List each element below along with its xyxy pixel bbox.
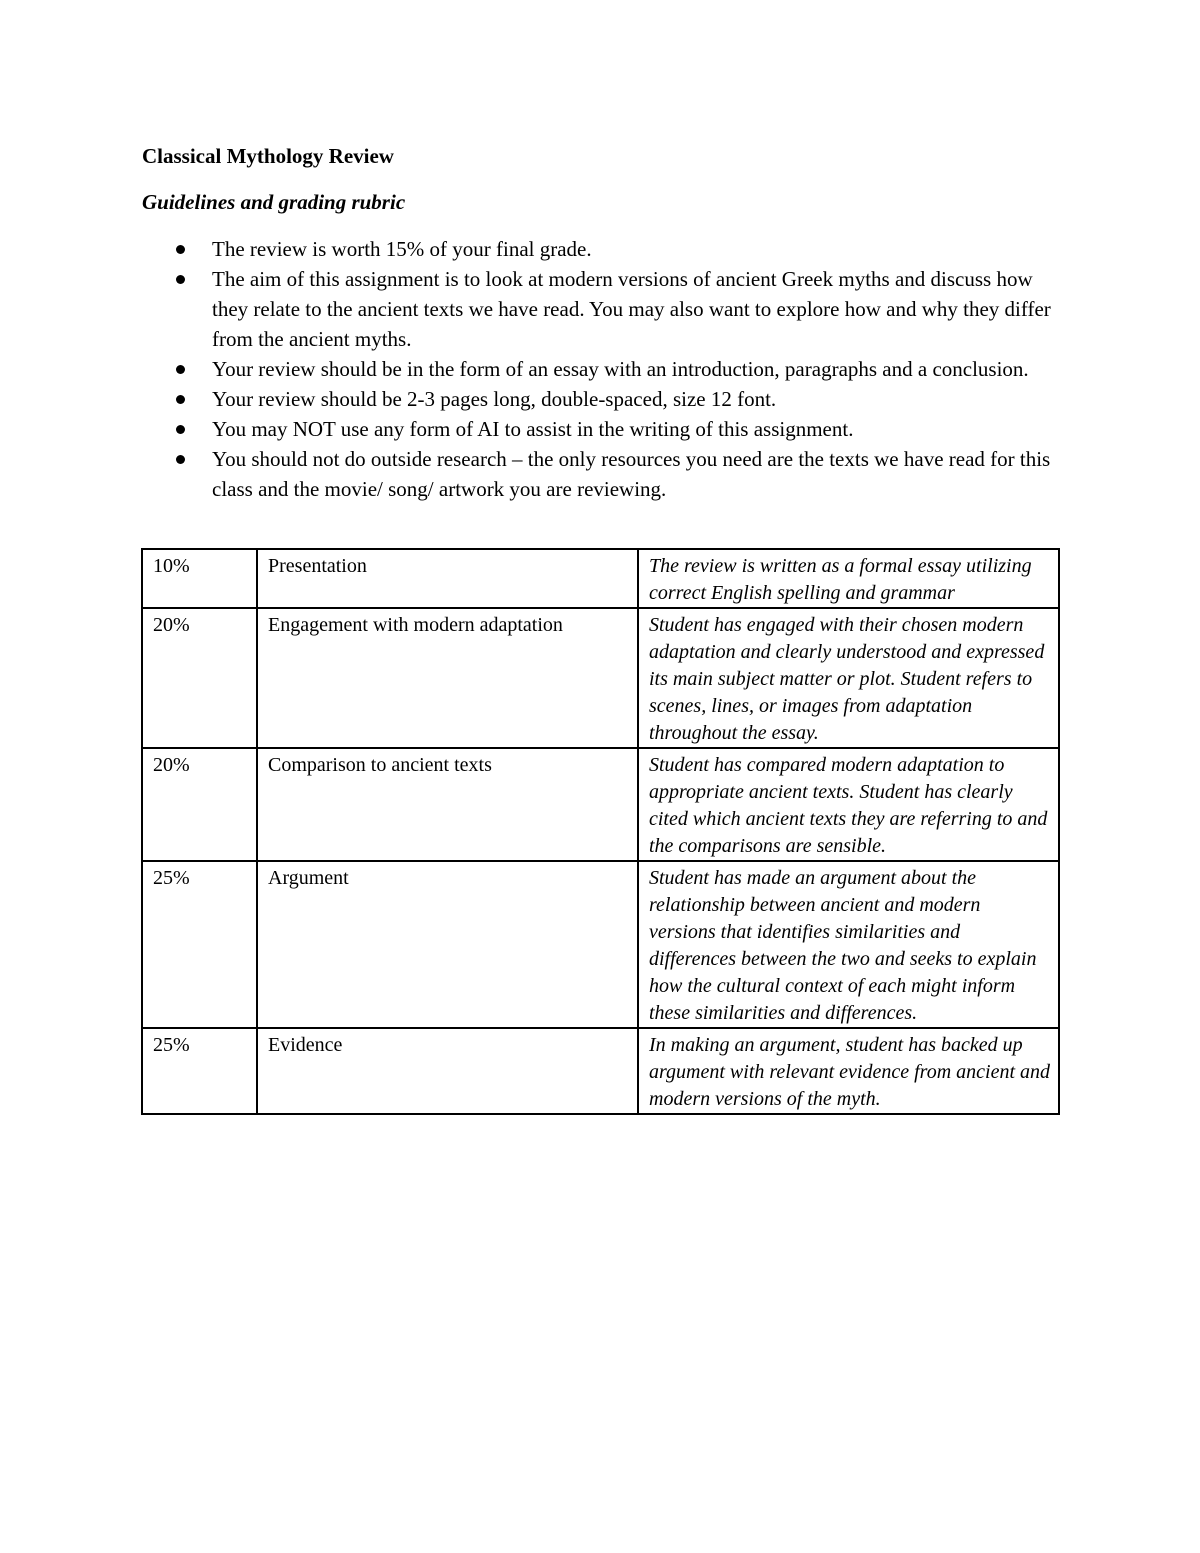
- bullet-icon: [176, 395, 185, 404]
- guideline-text: You may NOT use any form of AI to assist in the writing of this assignment.: [212, 417, 854, 441]
- rubric-criterion: Comparison to ancient texts: [257, 748, 638, 861]
- rubric-description: Student has engaged with their chosen modern adaptation and clearly understood and expressed its main subject matter or plot. Student refers to scenes, lines, or images from adaptation throughout the essay.: [638, 608, 1059, 748]
- guideline-item: [142, 234, 1062, 264]
- guideline-text: Your review should be in the form of an essay with an introduction, paragraphs and a conclusion.: [212, 357, 1029, 381]
- bullet-icon: [176, 245, 185, 254]
- document-subtitle: Guidelines and grading rubric: [142, 190, 406, 214]
- guideline-text: You should not do outside research – the only resources you need are the texts we have read for this class and the movie/ song/ artwork you are reviewing.: [212, 447, 1051, 501]
- rubric-criterion: Engagement with modern adaptation: [257, 608, 638, 748]
- rubric-description: The review is written as a formal essay utilizing correct English spelling and grammar: [638, 549, 1059, 608]
- rubric-description: Student has made an argument about the relationship between ancient and modern versions that identifies similarities and differences between the two and seeks to explain how the cultural context of each might inform these similarities and differences.: [638, 861, 1059, 1028]
- rubric-criterion: Argument: [257, 861, 638, 1028]
- guideline-item: [142, 264, 1062, 354]
- table-row: [142, 861, 1059, 1028]
- rubric-criterion: Presentation: [257, 549, 638, 608]
- guideline-item: [142, 444, 1062, 504]
- guideline-item: [142, 384, 1062, 414]
- guideline-text: The review is worth 15% of your final grade.: [212, 237, 592, 261]
- bullet-icon: [176, 425, 185, 434]
- rubric-criterion: Evidence: [257, 1028, 638, 1114]
- rubric-weight: 25%: [142, 1028, 257, 1114]
- guidelines-list: [142, 234, 1062, 504]
- rubric-description: In making an argument, student has backed up argument with relevant evidence from ancient and modern versions of the myth.: [638, 1028, 1059, 1114]
- rubric-weight: 25%: [142, 861, 257, 1028]
- table-row: [142, 748, 1059, 861]
- guideline-item: [142, 354, 1062, 384]
- table-row: [142, 1028, 1059, 1114]
- rubric-weight: 10%: [142, 549, 257, 608]
- rubric-weight: 20%: [142, 748, 257, 861]
- bullet-icon: [176, 275, 185, 284]
- guideline-text: The aim of this assignment is to look at modern versions of ancient Greek myths and discuss how they relate to the ancient texts we have read. You may also want to explore how and why they differ from the ancient myths.: [212, 267, 1051, 351]
- grading-rubric-table: [141, 548, 1060, 1115]
- rubric-description: Student has compared modern adaptation to appropriate ancient texts. Student has clearly cited which ancient texts they are referring to and the comparisons are sensible.: [638, 748, 1059, 861]
- table-row: [142, 549, 1059, 608]
- bullet-icon: [176, 365, 185, 374]
- table-row: [142, 608, 1059, 748]
- bullet-icon: [176, 455, 185, 464]
- guideline-item: [142, 414, 1062, 444]
- rubric-weight: 20%: [142, 608, 257, 748]
- document-title: Classical Mythology Review: [142, 144, 394, 168]
- guideline-text: Your review should be 2-3 pages long, double-spaced, size 12 font.: [212, 387, 777, 411]
